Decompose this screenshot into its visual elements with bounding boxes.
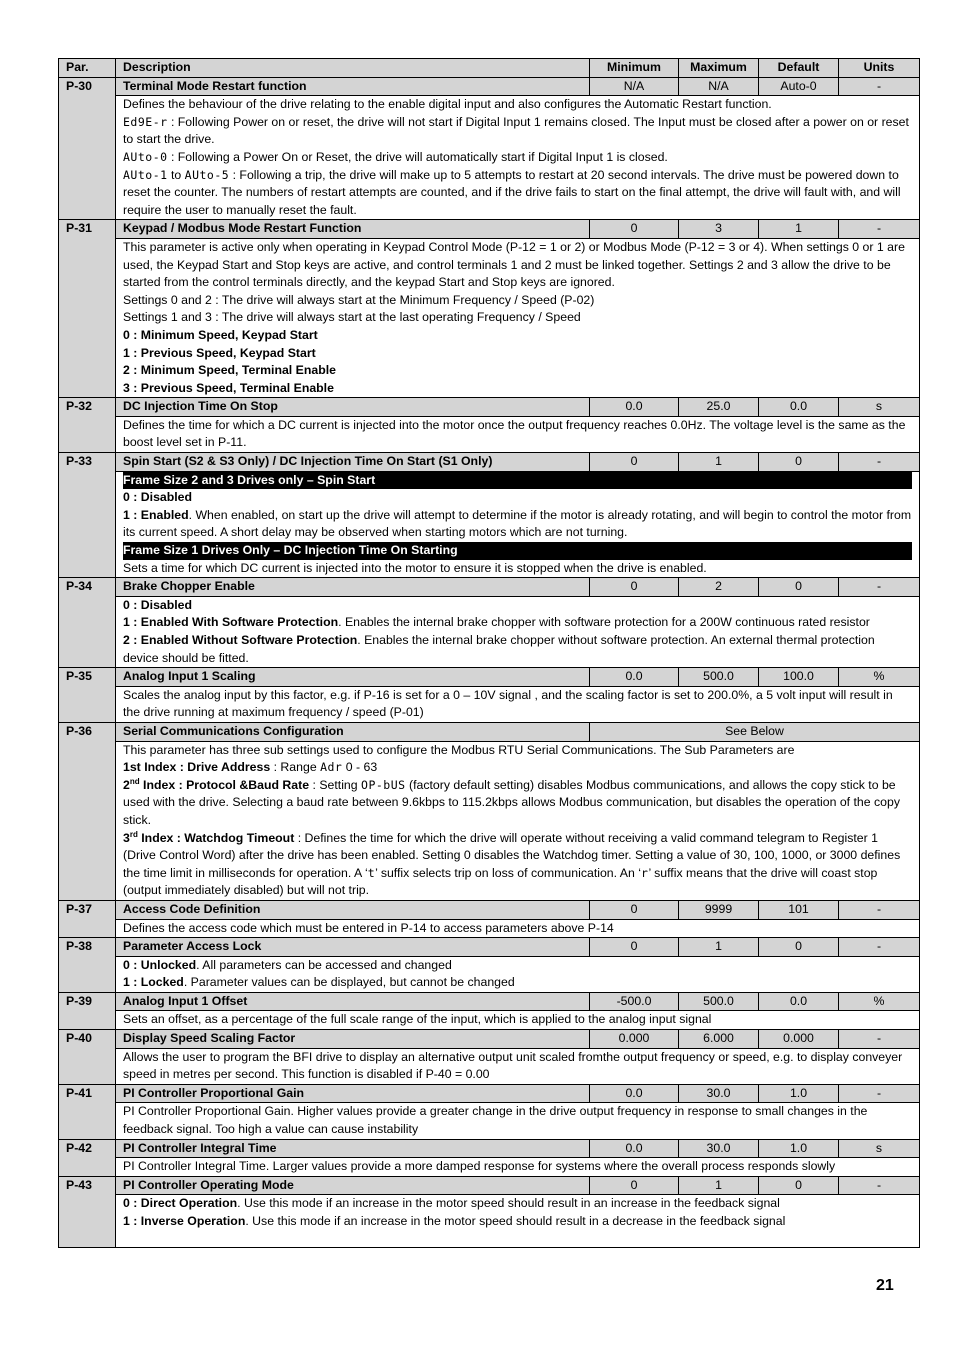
param-row-p36 (59, 722, 920, 741)
param-default: 1.0 (759, 1139, 839, 1158)
param-name: PI Controller Operating Mode (116, 1176, 590, 1195)
param-desc-p36 (59, 741, 920, 900)
param-desc-p37 (59, 919, 920, 938)
option-label: 1 : Enabled (123, 507, 189, 522)
col-description: Description (116, 59, 590, 78)
desc-text: : Defines the time for which the drive will operate without receiving a valid command telegram to Register 1 (Drive Control Word) after the drive has been enabled. Setting 0 disables the Watchdog timer. Setting a value of 30, 100, 1000, or 3000 defines the time limit in milliseconds for operation. A ‘ (123, 830, 901, 880)
param-name: Access Code Definition (116, 900, 590, 919)
param-name: Analog Input 1 Offset (116, 992, 590, 1011)
param-desc-p33 (59, 471, 920, 578)
option-label: 1 : Locked (123, 975, 184, 990)
param-description (116, 238, 920, 397)
desc-text: . Parameter values can be displayed, but cannot be changed (183, 975, 515, 990)
index-label: Index : Protocol &Baud Rate (139, 777, 310, 792)
desc-text: 0 - 63 (342, 760, 378, 775)
section-band: Frame Size 2 and 3 Drives only – Spin Start (123, 472, 912, 490)
param-min: 0.0 (590, 668, 679, 687)
desc-text: (factory default setting) disables Modbus communications, and allows the copy stick to be used with the drive. Selecting a baud rate between 9.6kbps to 115.2kbps allows Modbus communication, but disables the operation of the copy stick. (123, 777, 901, 827)
param-default: 1.0 (759, 1084, 839, 1103)
param-default: 0 (759, 1176, 839, 1195)
param-min: 0 (590, 1176, 679, 1195)
param-min: 0.000 (590, 1030, 679, 1049)
desc-text: to (167, 167, 185, 182)
option-line: 3 : Previous Speed, Terminal Enable (123, 380, 334, 395)
param-max: 25.0 (679, 398, 759, 417)
desc-line: Settings 1 and 3 : The drive will always start at the last operating Frequency / Speed (123, 310, 581, 325)
param-row-p40 (59, 1030, 920, 1049)
option-line (123, 632, 912, 667)
param-name: DC Injection Time On Stop (116, 398, 590, 417)
ordinal-suffix: rd (129, 829, 138, 839)
option-label: 0 : Unlocked (123, 957, 197, 972)
param-description (116, 956, 920, 992)
page-number: 21 (876, 1277, 894, 1294)
desc-text: . When enabled, on start up the drive will attempt to determine if the motor is already rotating, and will begin to control the motor from its current speed. A short delay may be observed when starting motors which are not turning. (123, 507, 912, 540)
option-line: 0 : Disabled (123, 597, 193, 612)
desc-text: . Enables the internal brake chopper with software protection for a 200W continuous rated resistor (338, 615, 870, 630)
param-id: P-43 (59, 1176, 116, 1248)
param-name: Spin Start (S2 & S3 Only) / DC Injection Time On Start (S1 Only) (116, 453, 590, 472)
param-min: -500.0 (590, 992, 679, 1011)
index-number: 3 (123, 830, 130, 845)
param-units: - (839, 453, 920, 472)
param-default: 0 (759, 578, 839, 597)
param-default: Auto-0 (759, 77, 839, 96)
option-line: 0 : Minimum Speed, Keypad Start (123, 327, 318, 342)
option-label: 0 : Direct Operation (123, 1196, 238, 1211)
desc-text: ’ suffix selects trip on loss of communication. An ‘ (375, 865, 641, 880)
param-min: 0.0 (590, 1084, 679, 1103)
desc-line: Defines the behaviour of the drive relating to the enable digital input and also configures the Automatic Restart function. (123, 97, 772, 112)
param-id: P-31 (59, 220, 116, 398)
param-name: Terminal Mode Restart function (116, 77, 590, 96)
param-desc-p32 (59, 416, 920, 452)
desc-text: : Range (270, 760, 321, 775)
param-desc-p41 (59, 1103, 920, 1139)
param-id: P-32 (59, 398, 116, 453)
option-line (123, 957, 912, 975)
param-row-p31 (59, 220, 920, 239)
param-id: P-36 (59, 722, 116, 900)
param-units: - (839, 578, 920, 597)
desc-text: : Following a Power On or Reset, the drive will automatically start if Digital Input 1 is closed. (167, 149, 668, 164)
param-default: 0 (759, 453, 839, 472)
param-id: P-33 (59, 453, 116, 578)
param-name: PI Controller Proportional Gain (116, 1084, 590, 1103)
desc-text: . All parameters can be accessed and changed (196, 957, 452, 972)
desc-line: This parameter has three sub settings used to configure the Modbus RTU Serial Communications. The Sub Parameters are (123, 742, 795, 757)
param-units: - (839, 1084, 920, 1103)
param-units: s (839, 1139, 920, 1158)
param-id: P-42 (59, 1139, 116, 1176)
desc-line: Defines the access code which must be entered in P-14 to access parameters above P-14 (123, 920, 614, 935)
param-desc-p42 (59, 1158, 920, 1177)
param-max: 1 (679, 453, 759, 472)
param-row-p34 (59, 578, 920, 597)
option-line (123, 1213, 912, 1231)
col-par: Par. (59, 59, 116, 78)
param-units: - (839, 900, 920, 919)
desc-text: . Enables the internal brake chopper without software protection. An external thermal protection device should be fitted. (123, 633, 875, 665)
display-code: AUto-1 (123, 167, 168, 182)
param-description (116, 416, 920, 452)
param-row-p41 (59, 1084, 920, 1103)
option-label: 1 : Enabled With Software Protection (123, 615, 339, 630)
param-max: 2 (679, 578, 759, 597)
option-label: 2 : Enabled Without Software Protection (123, 633, 358, 647)
param-max: 500.0 (679, 992, 759, 1011)
param-id: P-37 (59, 900, 116, 937)
desc-text: . Use this mode if an increase in the motor speed should result in an increase in the feedback signal (237, 1196, 780, 1211)
option-label: 1 : Inverse Operation (123, 1214, 246, 1228)
param-row-p35 (59, 668, 920, 687)
param-max: 30.0 (679, 1139, 759, 1158)
table-header (59, 59, 920, 78)
param-name: Keypad / Modbus Mode Restart Function (116, 220, 590, 239)
desc-line: Allows the user to program the BFI drive to display an alternative output unit scaled fromthe output frequency or speed, e.g. to display conveyer speed in metres per second. This function is disabled if P-40 = 0.00 (123, 1049, 903, 1082)
param-row-p42 (59, 1139, 920, 1158)
param-max: 9999 (679, 900, 759, 919)
param-desc-p40 (59, 1048, 920, 1084)
param-id: P-40 (59, 1030, 116, 1085)
param-units: - (839, 220, 920, 239)
param-units: % (839, 668, 920, 687)
param-description (116, 1195, 920, 1248)
param-min: 0 (590, 220, 679, 239)
param-row-p37 (59, 900, 920, 919)
param-min: 0 (590, 578, 679, 597)
param-units: % (839, 992, 920, 1011)
param-desc-p30 (59, 96, 920, 220)
parameter-table (58, 58, 920, 1248)
index-line (123, 830, 912, 900)
display-code: AUto-0 (123, 149, 168, 164)
desc-line: PI Controller Integral Time. Larger values provide a more damped response for systems where the overall process responds slowly (123, 1159, 836, 1174)
desc-text: : Setting (309, 777, 362, 792)
desc-line: PI Controller Proportional Gain. Higher values provide a greater change in the drive output frequency in response to small changes in the feedback signal. Too high a value can cause instability (123, 1104, 868, 1137)
desc-text: ’ suffix means that the drive will coast stop (output immediately disabled) but will not trip. (123, 865, 878, 898)
param-id: P-41 (59, 1084, 116, 1139)
param-id: P-39 (59, 992, 116, 1029)
param-max: 1 (679, 1176, 759, 1195)
param-name: Parameter Access Lock (116, 938, 590, 957)
desc-text: . Use this mode if an increase in the motor speed should result in a decrease in the feedback signal (245, 1214, 786, 1228)
param-max: 30.0 (679, 1084, 759, 1103)
param-row-p32 (59, 398, 920, 417)
param-desc-p39 (59, 1011, 920, 1030)
param-row-p33 (59, 453, 920, 472)
param-default: 0.000 (759, 1030, 839, 1049)
param-min: 0 (590, 900, 679, 919)
option-line: 0 : Disabled (123, 490, 193, 505)
param-default: 0.0 (759, 398, 839, 417)
index-line (123, 777, 912, 830)
option-line (123, 614, 912, 632)
param-description (116, 1011, 920, 1030)
ordinal-suffix: nd (129, 776, 140, 786)
param-description (116, 96, 920, 220)
param-name: PI Controller Integral Time (116, 1139, 590, 1158)
param-id: P-34 (59, 578, 116, 668)
param-default: 0 (759, 938, 839, 957)
option-line (123, 1195, 912, 1213)
col-maximum: Maximum (679, 59, 759, 78)
param-row-p30 (59, 77, 920, 96)
param-min: 0 (590, 453, 679, 472)
param-min: N/A (590, 77, 679, 96)
param-max: 1 (679, 938, 759, 957)
display-code: AUto-5 (184, 167, 230, 182)
param-default: 101 (759, 900, 839, 919)
param-default: 100.0 (759, 668, 839, 687)
param-max: 3 (679, 220, 759, 239)
index-label: 1st Index : Drive Address (123, 760, 271, 775)
param-default: 1 (759, 220, 839, 239)
param-row-p43 (59, 1176, 920, 1195)
col-minimum: Minimum (590, 59, 679, 78)
param-range: See Below (590, 722, 920, 741)
param-name: Serial Communications Configuration (116, 722, 590, 741)
index-label: Index : Watchdog Timeout (137, 830, 295, 845)
display-code: Ed9E-r (123, 114, 168, 129)
param-units: s (839, 398, 920, 417)
desc-line (123, 114, 912, 149)
param-id: P-35 (59, 668, 116, 723)
param-row-p38 (59, 938, 920, 957)
desc-line: Scales the analog input by this factor, e.g. if P-16 is set for a 0 – 10V signal , and the scaling factor is set to 200.0%, a 5 volt input will result in the drive running at maximum frequency / speed (P-01) (123, 687, 893, 720)
param-description (116, 1158, 920, 1177)
param-name: Analog Input 1 Scaling (116, 668, 590, 687)
param-units: - (839, 1176, 920, 1195)
index-number: 2 (123, 777, 130, 792)
col-units: Units (839, 59, 920, 78)
param-units: - (839, 1030, 920, 1049)
display-code: t (367, 865, 376, 880)
section-band: Frame Size 1 Drives Only – DC Injection Time On Starting (123, 542, 912, 560)
param-description (116, 686, 920, 722)
param-max: 500.0 (679, 668, 759, 687)
desc-line: Defines the time for which a DC current is injected into the motor once the output frequency reaches 0.0Hz. The voltage level is the same as the boost level set in P-11. (123, 417, 906, 450)
param-row-p39 (59, 992, 920, 1011)
param-id: P-30 (59, 77, 116, 220)
param-name: Display Speed Scaling Factor (116, 1030, 590, 1049)
param-description (116, 919, 920, 938)
param-min: 0 (590, 938, 679, 957)
param-description (116, 596, 920, 667)
param-desc-p35 (59, 686, 920, 722)
desc-line (123, 149, 912, 167)
option-line (123, 507, 912, 542)
desc-text: : Following Power on or reset, the drive will not start if Digital Input 1 remains closed. The Input must be closed after a power on or reset to start the drive. (123, 114, 909, 147)
param-max: 6.000 (679, 1030, 759, 1049)
param-default: 0.0 (759, 992, 839, 1011)
param-desc-p31 (59, 238, 920, 397)
param-units: - (839, 938, 920, 957)
display-code: OP-bUS (361, 777, 406, 792)
param-max: N/A (679, 77, 759, 96)
desc-line: Sets an offset, as a percentage of the full scale range of the input, which is applied to the analog input signal (123, 1012, 712, 1027)
param-units: - (839, 77, 920, 96)
option-line: 2 : Minimum Speed, Terminal Enable (123, 363, 336, 378)
param-desc-p43 (59, 1195, 920, 1248)
param-desc-p38 (59, 956, 920, 992)
desc-text: : Following a trip, the drive will make up to 5 attempts to restart at 20 second intervals. The drive must be powered down to reset the counter. The numbers of restart attempts are counted, and if the drive fails to start on the final attempt, the drive will fault with, and will require the user to manually reset the fault. (123, 167, 901, 217)
desc-line: This parameter is active only when operating in Keypad Control Mode (P-12 = 1 or 2) or Modbus Mode (P-12 = 3 or 4). When settings 0 or 1 are used, the Keypad Start and Stop keys are active, and control terminals 1 and 2 must be linked together. Settings 2 and 3 allow the drive to be started from the control terminals directly, and the keypad Start and Stop keys are ignored. (123, 239, 905, 290)
param-description (116, 1048, 920, 1084)
option-line: 1 : Previous Speed, Keypad Start (123, 345, 316, 360)
param-description (116, 741, 920, 900)
display-code: r (641, 865, 649, 880)
desc-line: Settings 0 and 2 : The drive will always start at the Minimum Frequency / Speed (P-02) (123, 292, 595, 307)
param-id: P-38 (59, 938, 116, 993)
param-desc-p34 (59, 596, 920, 667)
param-description (116, 471, 920, 578)
param-description (116, 1103, 920, 1139)
param-min: 0.0 (590, 398, 679, 417)
index-line (123, 759, 912, 777)
col-default: Default (759, 59, 839, 78)
option-line (123, 974, 912, 992)
param-min: 0.0 (590, 1139, 679, 1158)
desc-line: Sets a time for which DC current is injected into the motor to ensure it is stopped when the drive is enabled. (123, 560, 707, 575)
param-name: Brake Chopper Enable (116, 578, 590, 597)
display-code: Adr (320, 760, 343, 775)
desc-line (123, 167, 912, 220)
